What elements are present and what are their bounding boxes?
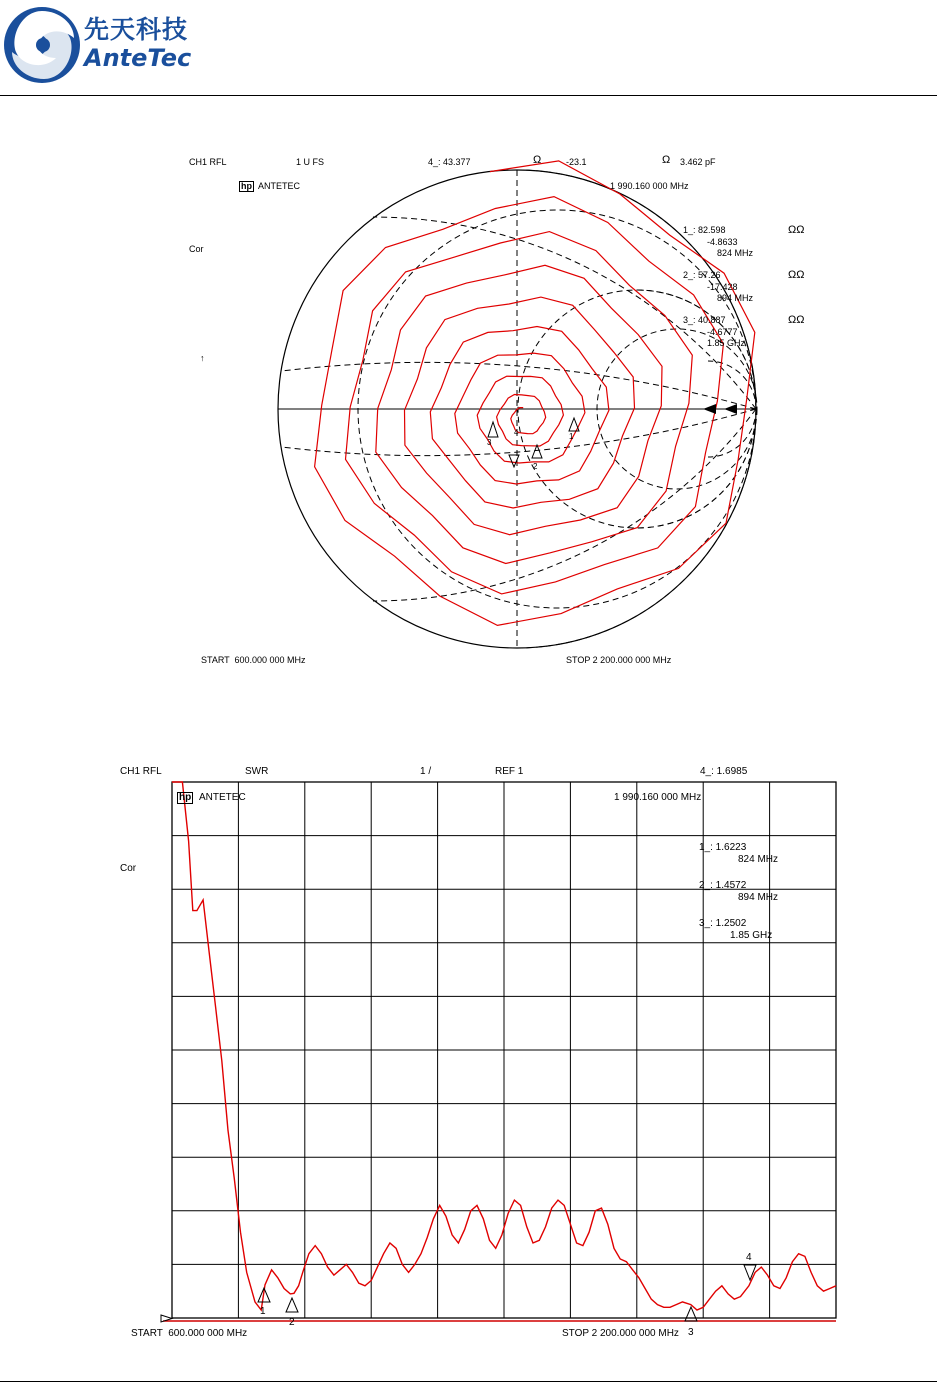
swr-m1-line1: 1_: 1.6223 — [699, 842, 747, 853]
up-arrow-icon: ↑ — [200, 353, 205, 363]
hp-badge-icon: hp — [179, 792, 192, 803]
smith-marker-label-3: 3 — [487, 438, 492, 447]
swr-active-freq: 1 990.160 000 MHz — [614, 792, 702, 803]
smith-brand: ANTETEC — [258, 181, 301, 191]
smith-stop: STOP 2 200.000 000 MHz — [566, 655, 672, 665]
smith-channel: CH1 RFL — [189, 157, 227, 167]
swr-m2-line1: 2_: 1.4572 — [699, 880, 747, 891]
smith-m2-line3: 894 MHz — [717, 293, 754, 303]
ohm-pair-icon: ΩΩ — [788, 314, 805, 326]
smith-cap-value: 3.462 pF — [680, 157, 716, 167]
hp-badge-icon: hp — [241, 181, 252, 191]
swr-marker-label-4: 4 — [746, 1252, 752, 1263]
swr-marker-label-2: 2 — [289, 1317, 295, 1328]
smith-marker-label-4: 4 — [514, 428, 519, 437]
swr-marker-4 — [744, 1265, 756, 1280]
smith-m1-line1: 1_: 82.598 — [683, 225, 726, 235]
smith-m1-line2: -4.8633 — [707, 237, 738, 247]
swr-marker-label-3: 3 — [688, 1327, 694, 1338]
smith-scale: 1 U FS — [296, 157, 325, 167]
smith-cor: Cor — [189, 244, 204, 254]
swr-format: SWR — [245, 766, 269, 777]
ohm-icon: Ω — [662, 154, 671, 166]
swr-marker-2 — [286, 1298, 298, 1312]
smith-m3-line2: -4.6777 — [707, 327, 738, 337]
logo-chinese-text: 先天科技 — [84, 15, 189, 44]
swr-cor: Cor — [120, 863, 137, 874]
smith-active-freq: 1 990.160 000 MHz — [610, 181, 689, 191]
smith-m2-line1: 2_: 57.26 — [683, 270, 721, 280]
swr-channel: CH1 RFL — [120, 766, 162, 777]
swr-brand: ANTETEC — [199, 792, 246, 803]
smith-start: START 600.000 000 MHz — [201, 655, 306, 665]
smith-m1-line3: 824 MHz — [717, 248, 754, 258]
swr-marker4-value: 4_: 1.6985 — [700, 766, 748, 777]
ohm-icon: Ω — [533, 154, 542, 166]
smith-m3-line1: 3_: 40.887 — [683, 315, 726, 325]
swr-marker-label-1: 1 — [260, 1306, 266, 1317]
swr-m3-line2: 1.85 GHz — [730, 930, 773, 941]
swr-start: START 600.000 000 MHz — [131, 1328, 248, 1339]
swr-scale: 1 / — [420, 766, 432, 777]
smith-m2-line2: -17.428 — [707, 282, 738, 292]
smith-marker-label-1: 1 — [569, 432, 574, 441]
swr-ref: REF 1 — [495, 766, 524, 777]
ohm-pair-icon: ΩΩ — [788, 224, 805, 236]
smith-m3-line3: 1.85 GHz — [707, 338, 746, 348]
swr-stop: STOP 2 200.000 000 MHz — [562, 1328, 679, 1339]
ohm-pair-icon: ΩΩ — [788, 269, 805, 281]
swr-m2-line2: 894 MHz — [738, 892, 779, 903]
swr-grid — [172, 782, 836, 1318]
logo-english-text: AnteTec — [84, 44, 192, 72]
smith-ohm-value: -23.1 — [566, 157, 587, 167]
swr-m1-line2: 824 MHz — [738, 854, 779, 865]
smith-marker4-value: 4_: 43.377 — [428, 157, 471, 167]
smith-marker-label-2: 2 — [533, 462, 538, 471]
swr-m3-line1: 3_: 1.2502 — [699, 918, 747, 929]
